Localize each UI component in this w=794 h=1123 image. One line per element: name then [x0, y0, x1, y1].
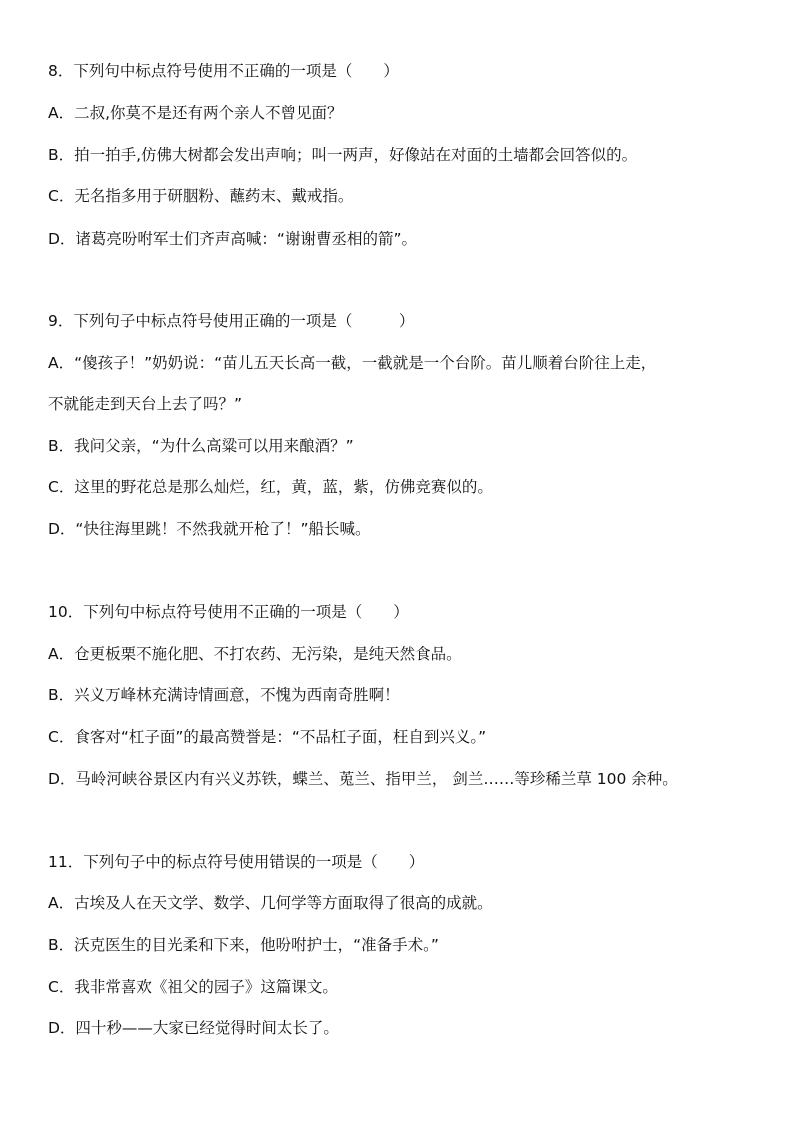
question-9-option-a-continued: 不就能走到天台上去了吗？” — [48, 395, 243, 413]
question-10-option-c: C．食客对“杠子面”的最高赞誉是：“不品杠子面，枉自到兴义。” — [48, 728, 487, 746]
question-9-option-b: B．我问父亲，“为什么高粱可以用来酿酒？” — [48, 437, 354, 455]
question-8-option-c: C．无名指多用于研胭粉、蘸药末、戴戒指。 — [48, 187, 354, 205]
question-10-option-d: D．马岭河峡谷景区内有兴义苏铁，蝶兰、莵兰、指甲兰， 剑兰……等珍稀兰草 100 余种。 — [48, 770, 678, 788]
question-9-option-d: D．“快往海里跳！不然我就开枪了！”船长喊。 — [48, 520, 371, 538]
question-10-option-a: A．仓更板栗不施化肥、不打农药、无污染，是纯天然食品。 — [48, 645, 462, 663]
question-11-option-b: B．沃克医生的目光柔和下来，他吩咐护士，“准备手术。” — [48, 936, 439, 954]
question-9-option-c: C．这里的野花总是那么灿烂，红，黄，蓝，紫，仿佛竞赛似的。 — [48, 478, 493, 496]
question-11-option-a: A．古埃及人在天文学、数学、几何学等方面取得了很高的成就。 — [48, 894, 493, 912]
question-10-option-b: B．兴义万峰林充满诗情画意，不愧为西南奇胜啊！ — [48, 686, 400, 704]
question-8-option-d: D．诸葛亮吩咐军士们齐声高喊：“谢谢曹丞相的箭”。 — [48, 230, 417, 248]
question-10-stem: 10．下列句中标点符号使用不正确的一项是（ ） — [48, 603, 409, 621]
question-8-option-b: B．拍一拍手,仿佛大树都会发出声响；叫一两声，好像站在对面的土墙都会回答似的。 — [48, 146, 638, 164]
question-9-option-a: A．“傻孩子！”奶奶说：“苗儿五天长高一截，一截就是一个台阶。苗儿顺着台阶往上走， — [48, 354, 657, 372]
question-8-option-a: A．二叔,你莫不是还有两个亲人不曾见面？ — [48, 104, 343, 122]
question-11-stem: 11．下列句子中的标点符号使用错误的一项是（ ） — [48, 853, 425, 871]
question-11-option-d: D．四十秒——大家已经觉得时间太长了。 — [48, 1019, 339, 1037]
question-8-stem: 8．下列句中标点符号使用不正确的一项是（ ） — [48, 62, 399, 80]
question-11-option-c: C．我非常喜欢《祖父的园子》这篇课文。 — [48, 978, 338, 996]
question-9-stem: 9．下列句子中标点符号使用正确的一项是（ ） — [48, 312, 415, 330]
